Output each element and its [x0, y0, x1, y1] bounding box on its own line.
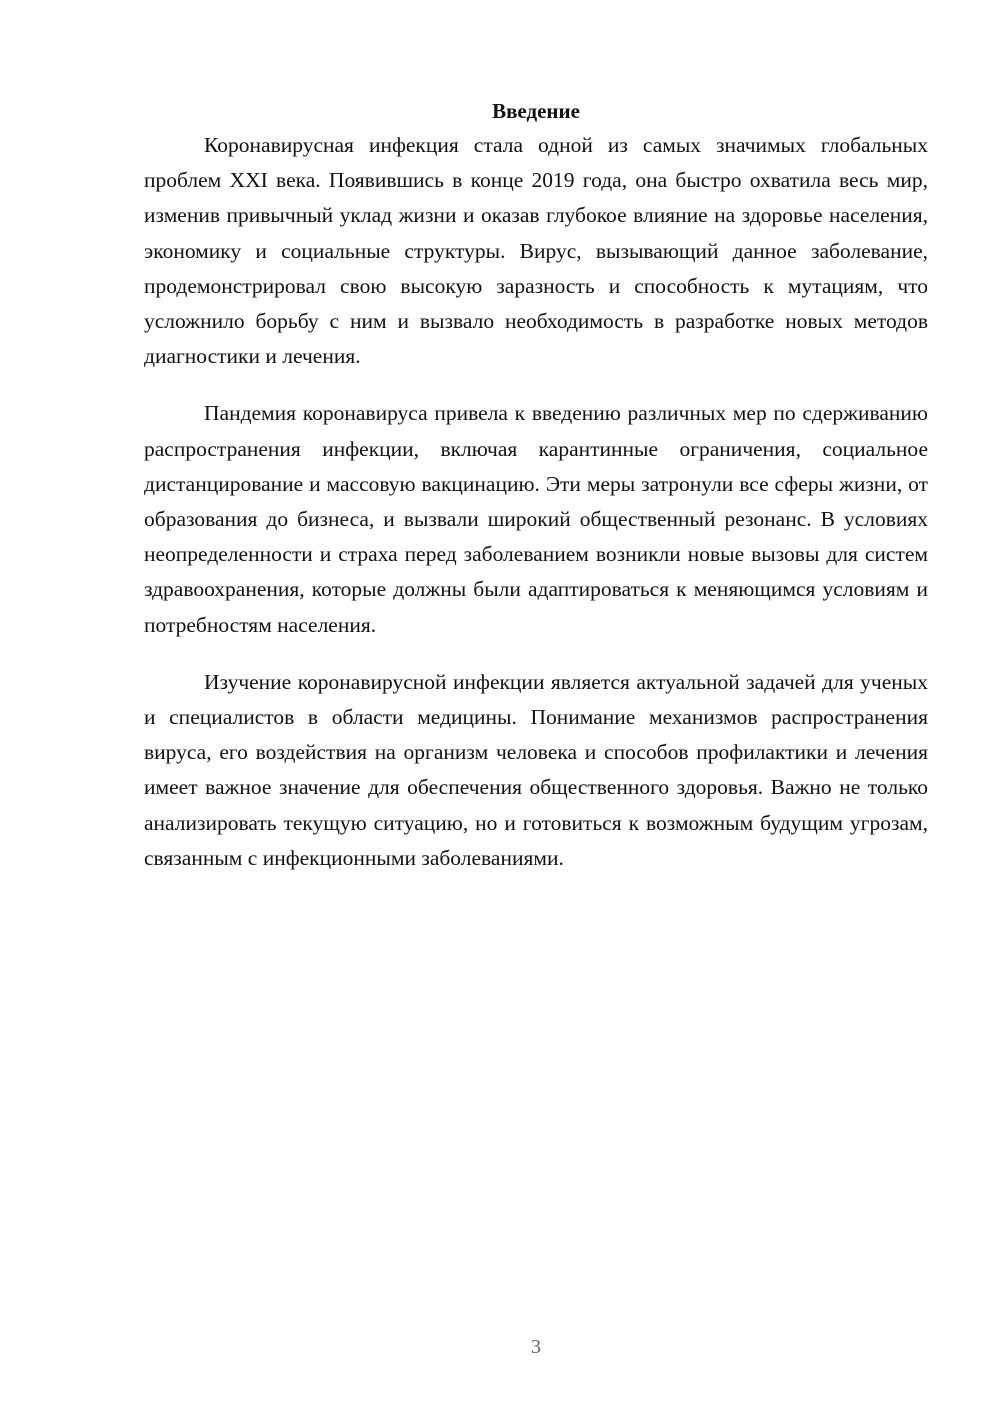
paragraph-1: Коронавирусная инфекция стала одной из самых значимых глобальных проблем XXI века. Появившись в конце 2019 года, она быстро охватила весь мир, изменив привычный уклад жизни и оказав глубокое влияние на здоровье населения, экономику и социальные структуры. Вирус, вызывающий данное заболевание, продемонстрировал свою высокую заразность и способность к мутациям, что усложнило борьбу с ним и вызвало необходимость в разработке новых методов диагностики и лечения. [144, 133, 928, 369]
section-heading: Введение [492, 99, 580, 123]
paragraph-2: Пандемия коронавируса привела к введению различных мер по сдерживанию распространения инфекции, включая карантинные ограничения, социальное дистанцирование и массовую вакцинацию. Эти меры затронули все сферы жизни, от образования до бизнеса, и вызвали широкий общественный резонанс. В условиях неопределенности и страха перед заболеванием возникли новые вызовы для систем здравоохранения, которые должны были адаптироваться к меняющимся условиям и потребностям населения. [144, 401, 928, 637]
page-content [144, 95, 928, 898]
paragraph-3: Изучение коронавирусной инфекции является актуальной задачей для ученых и специалистов в области медицины. Понимание механизмов распространения вируса, его воздействия на организм человека и способов профилактики и лечения имеет важное значение для обеспечения общественного здоровья. Важно не только анализировать текущую ситуацию, но и готовиться к возможным будущим угрозам, связанным с инфекционными заболеваниями. [144, 669, 928, 870]
page-number: 3 [531, 1336, 541, 1358]
